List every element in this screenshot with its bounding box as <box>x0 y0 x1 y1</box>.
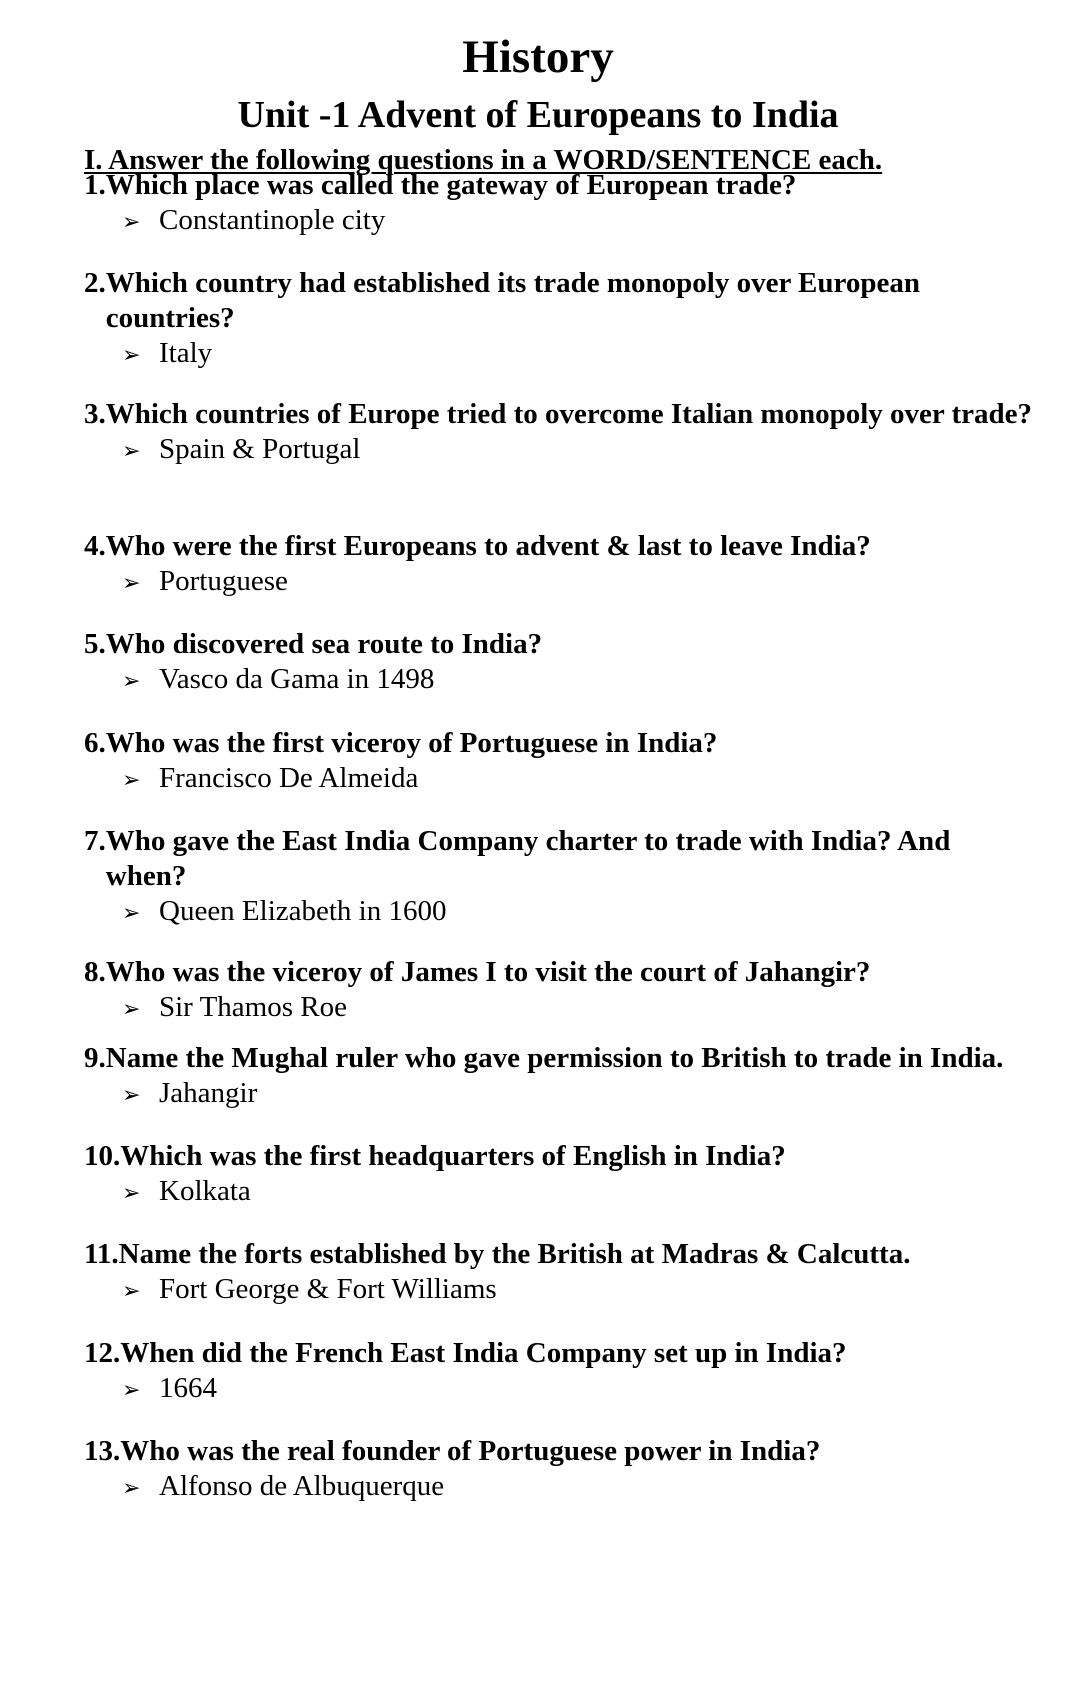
qa-item-12 <box>84 1336 1074 1407</box>
qa-item-5 <box>84 627 1074 698</box>
qa-item-10 <box>84 1139 1074 1210</box>
answer: ➢ Constantinople city <box>122 203 1074 239</box>
arrow-bullet-icon: ➢ <box>122 438 141 463</box>
arrow-bullet-icon: ➢ <box>122 342 141 367</box>
qa-item-11 <box>84 1237 1074 1308</box>
question: 8. Who was the viceroy of James I to visit the court of Jahangir? <box>84 956 871 988</box>
arrow-bullet-icon: ➢ <box>122 1180 141 1205</box>
qa-item-1 <box>84 168 1074 239</box>
answer: ➢ Jahangir <box>122 1076 1074 1112</box>
arrow-bullet-icon: ➢ <box>122 209 141 234</box>
qa-item-3 <box>84 397 1074 468</box>
qa-item-8 <box>84 955 1074 1026</box>
answer: ➢ Francisco De Almeida <box>122 761 1074 797</box>
answer: ➢ Fort George & Fort Williams <box>122 1272 1074 1308</box>
question: 1. Which place was called the gateway of European trade? <box>84 169 797 201</box>
arrow-bullet-icon: ➢ <box>122 900 141 925</box>
question: 12. When did the French East India Company set up in India? <box>84 1337 847 1369</box>
section-heading: I. Answer the following questions in a WORD/SENTENCE each. <box>84 144 883 176</box>
question: 7. Who gave the East India Company charter to trade with India? And when? <box>84 825 951 892</box>
arrow-bullet-icon: ➢ <box>122 1377 141 1402</box>
answer: ➢ Portuguese <box>122 564 1074 600</box>
arrow-bullet-icon: ➢ <box>122 996 141 1021</box>
page-title: History <box>462 31 614 83</box>
answer: ➢ Sir Thamos Roe <box>122 990 1074 1026</box>
arrow-bullet-icon: ➢ <box>122 767 141 792</box>
arrow-bullet-icon: ➢ <box>122 570 141 595</box>
arrow-bullet-icon: ➢ <box>122 1475 141 1500</box>
arrow-bullet-icon: ➢ <box>122 668 141 693</box>
question: 6. Who was the first viceroy of Portuguese in India? <box>84 727 718 759</box>
answer: ➢ 1664 <box>122 1371 1074 1407</box>
arrow-bullet-icon: ➢ <box>122 1278 141 1303</box>
question: 5. Who discovered sea route to India? <box>84 628 543 660</box>
question: 10. Which was the first headquarters of English in India? <box>84 1140 786 1172</box>
answer: ➢ Italy <box>122 336 1074 372</box>
unit-subtitle: Unit -1 Advent of Europeans to India <box>237 94 839 136</box>
qa-item-13 <box>84 1434 1074 1505</box>
arrow-bullet-icon: ➢ <box>122 1082 141 1107</box>
answer: ➢ Kolkata <box>122 1174 1074 1210</box>
answer: ➢ Alfonso de Albuquerque <box>122 1469 1074 1505</box>
answer: ➢ Queen Elizabeth in 1600 <box>122 894 1074 930</box>
question: 4. Who were the first Europeans to advent & last to leave India? <box>84 530 871 562</box>
qa-item-6 <box>84 726 1074 797</box>
qa-item-4 <box>84 529 1074 600</box>
question: 11. Name the forts established by the British at Madras & Calcutta. <box>84 1238 911 1270</box>
question: 2. Which country had established its trade monopoly over European countries? <box>84 267 920 334</box>
question: 13. Who was the real founder of Portuguese power in India? <box>84 1435 821 1467</box>
question: 3. Which countries of Europe tried to overcome Italian monopoly over trade? <box>84 398 1033 430</box>
qa-item-2 <box>84 266 1074 372</box>
qa-item-7 <box>84 824 1074 930</box>
answer: ➢ Spain & Portugal <box>122 432 1074 468</box>
answer: ➢ Vasco da Gama in 1498 <box>122 662 1074 698</box>
qa-item-9 <box>84 1041 1074 1112</box>
question: 9. Name the Mughal ruler who gave permission to British to trade in India. <box>84 1042 1004 1074</box>
